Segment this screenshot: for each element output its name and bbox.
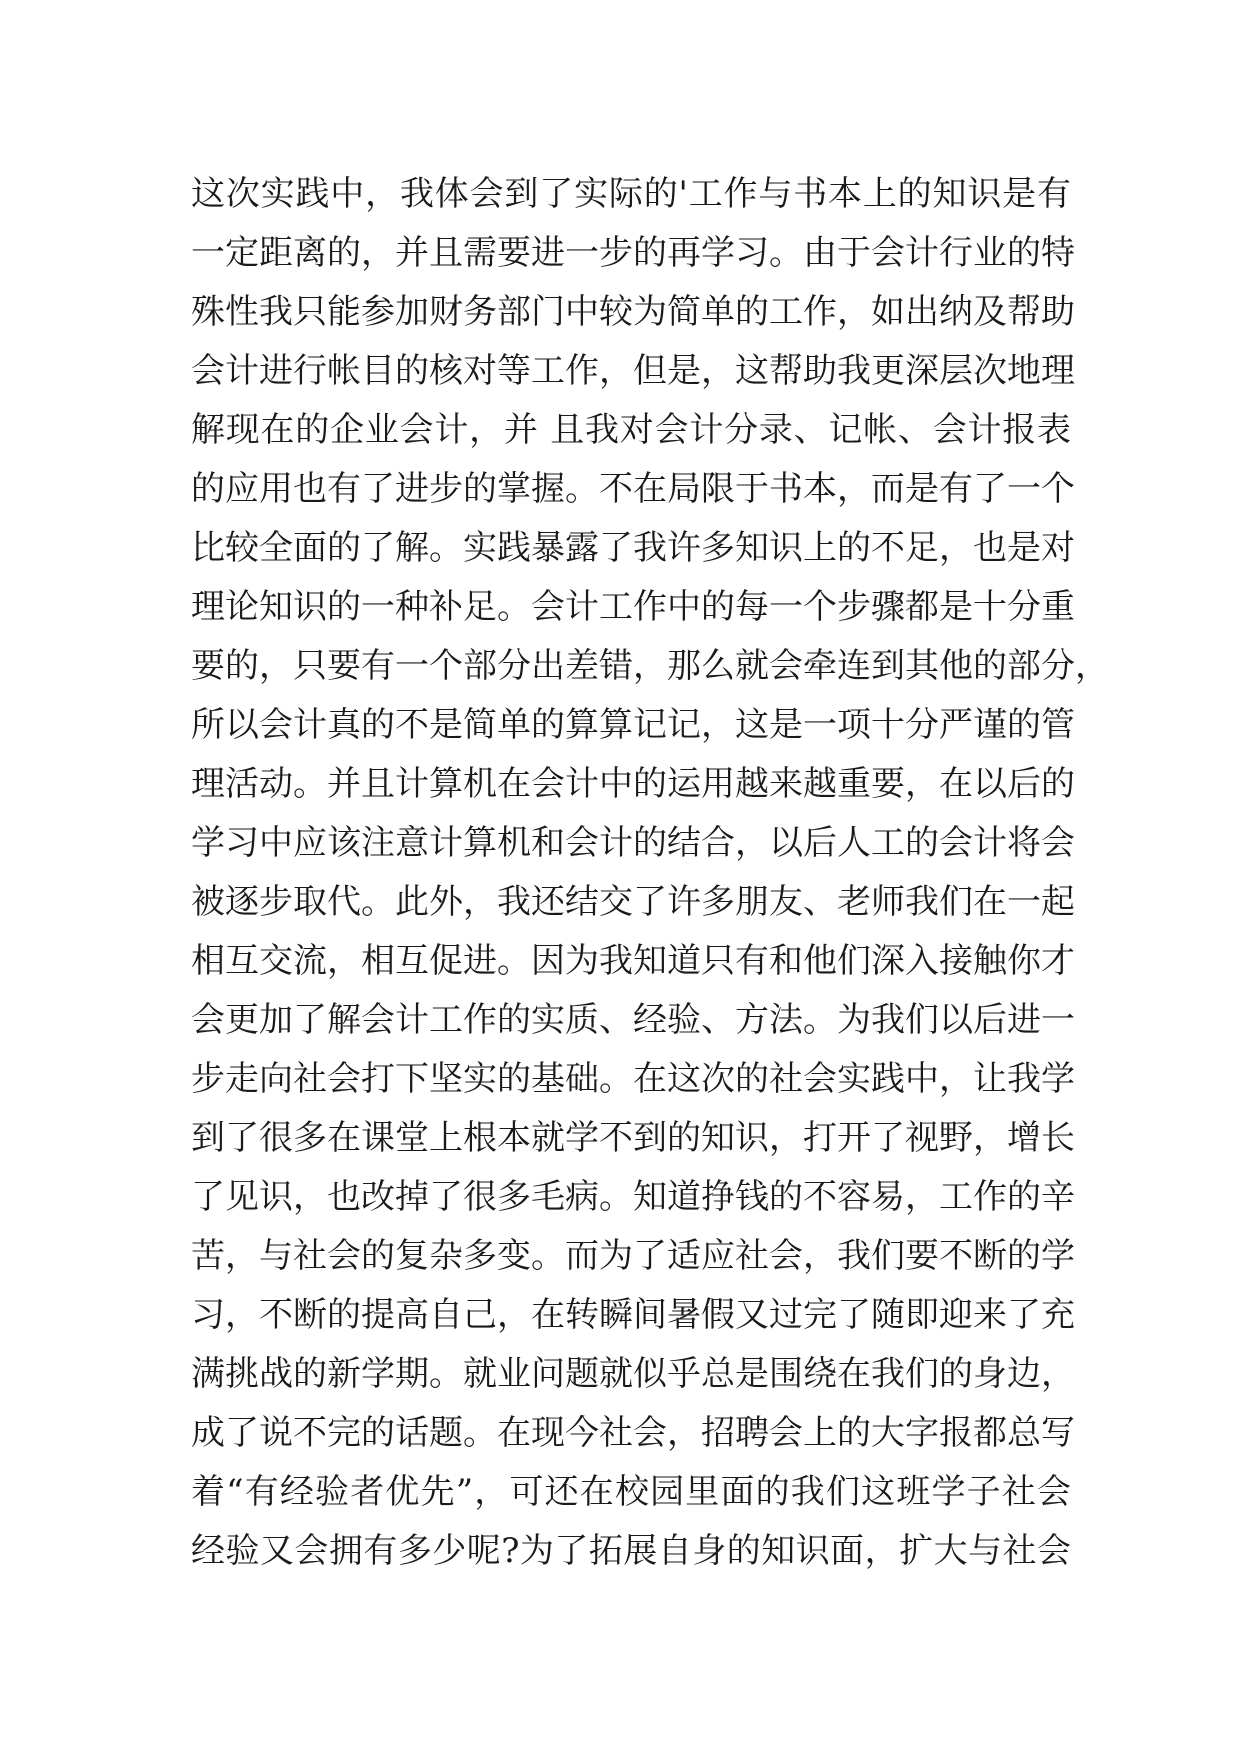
text-line: 这次实践中，我体会到了实际的'工作与书本上的知识是有: [191, 174, 1071, 214]
text-line: 满挑战的新学期。就业问题就似乎总是围绕在我们的身边，: [191, 1354, 1075, 1394]
text-line: 所以会计真的不是简单的算算记记，这是一项十分严谨的管: [191, 705, 1075, 745]
text-line: 学习中应该注意计算机和会计的结合，以后人工的会计将会: [191, 823, 1075, 863]
text-line: 的应用也有了进步的掌握。不在局限于书本，而是有了一个: [191, 469, 1075, 509]
text-line: 会计进行帐目的核对等工作，但是，这帮助我更深层次地理: [191, 351, 1075, 391]
text-line: 苦，与社会的复杂多变。而为了适应社会，我们要不断的学: [191, 1236, 1075, 1276]
text-line: 相互交流，相互促进。因为我知道只有和他们深入接触你才: [191, 941, 1075, 981]
text-line: 经验又会拥有多少呢?为了拓展自身的知识面，扩大与社会: [191, 1531, 1071, 1571]
text-line: 解现在的企业会计，并 且我对会计分录、记帐、会计报表: [191, 410, 1071, 450]
text-line: 了见识，也改掉了很多毛病。知道挣钱的不容易，工作的辛: [191, 1177, 1075, 1217]
text-line: 成了说不完的话题。在现今社会，招聘会上的大字报都总写: [191, 1413, 1075, 1453]
text-line: 着“有经验者优先”，可还在校园里面的我们这班学子社会: [191, 1472, 1071, 1512]
body-paragraph: [191, 165, 1109, 1581]
text-line: 理论知识的一种补足。会计工作中的每一个步骤都是十分重: [191, 587, 1075, 627]
text-line: 一定距离的，并且需要进一步的再学习。由于会计行业的特: [191, 233, 1075, 273]
text-line: 比较全面的了解。实践暴露了我许多知识上的不足，也是对: [191, 528, 1075, 568]
text-line: 要的，只要有一个部分出差错，那么就会牵连到其他的部分，: [191, 646, 1109, 686]
text-line: 习，不断的提高自己，在转瞬间暑假又过完了随即迎来了充: [191, 1295, 1075, 1335]
text-line: 会更加了解会计工作的实质、经验、方法。为我们以后进一: [191, 1000, 1075, 1040]
text-line: 被逐步取代。此外，我还结交了许多朋友、老师我们在一起: [191, 882, 1075, 922]
text-line: 步走向社会打下坚实的基础。在这次的社会实践中，让我学: [191, 1059, 1075, 1099]
text-line: 到了很多在课堂上根本就学不到的知识，打开了视野，增长: [191, 1118, 1075, 1158]
text-line: 殊性我只能参加财务部门中较为简单的工作，如出纳及帮助: [191, 292, 1075, 332]
text-line: 理活动。并且计算机在会计中的运用越来越重要，在以后的: [191, 764, 1075, 804]
